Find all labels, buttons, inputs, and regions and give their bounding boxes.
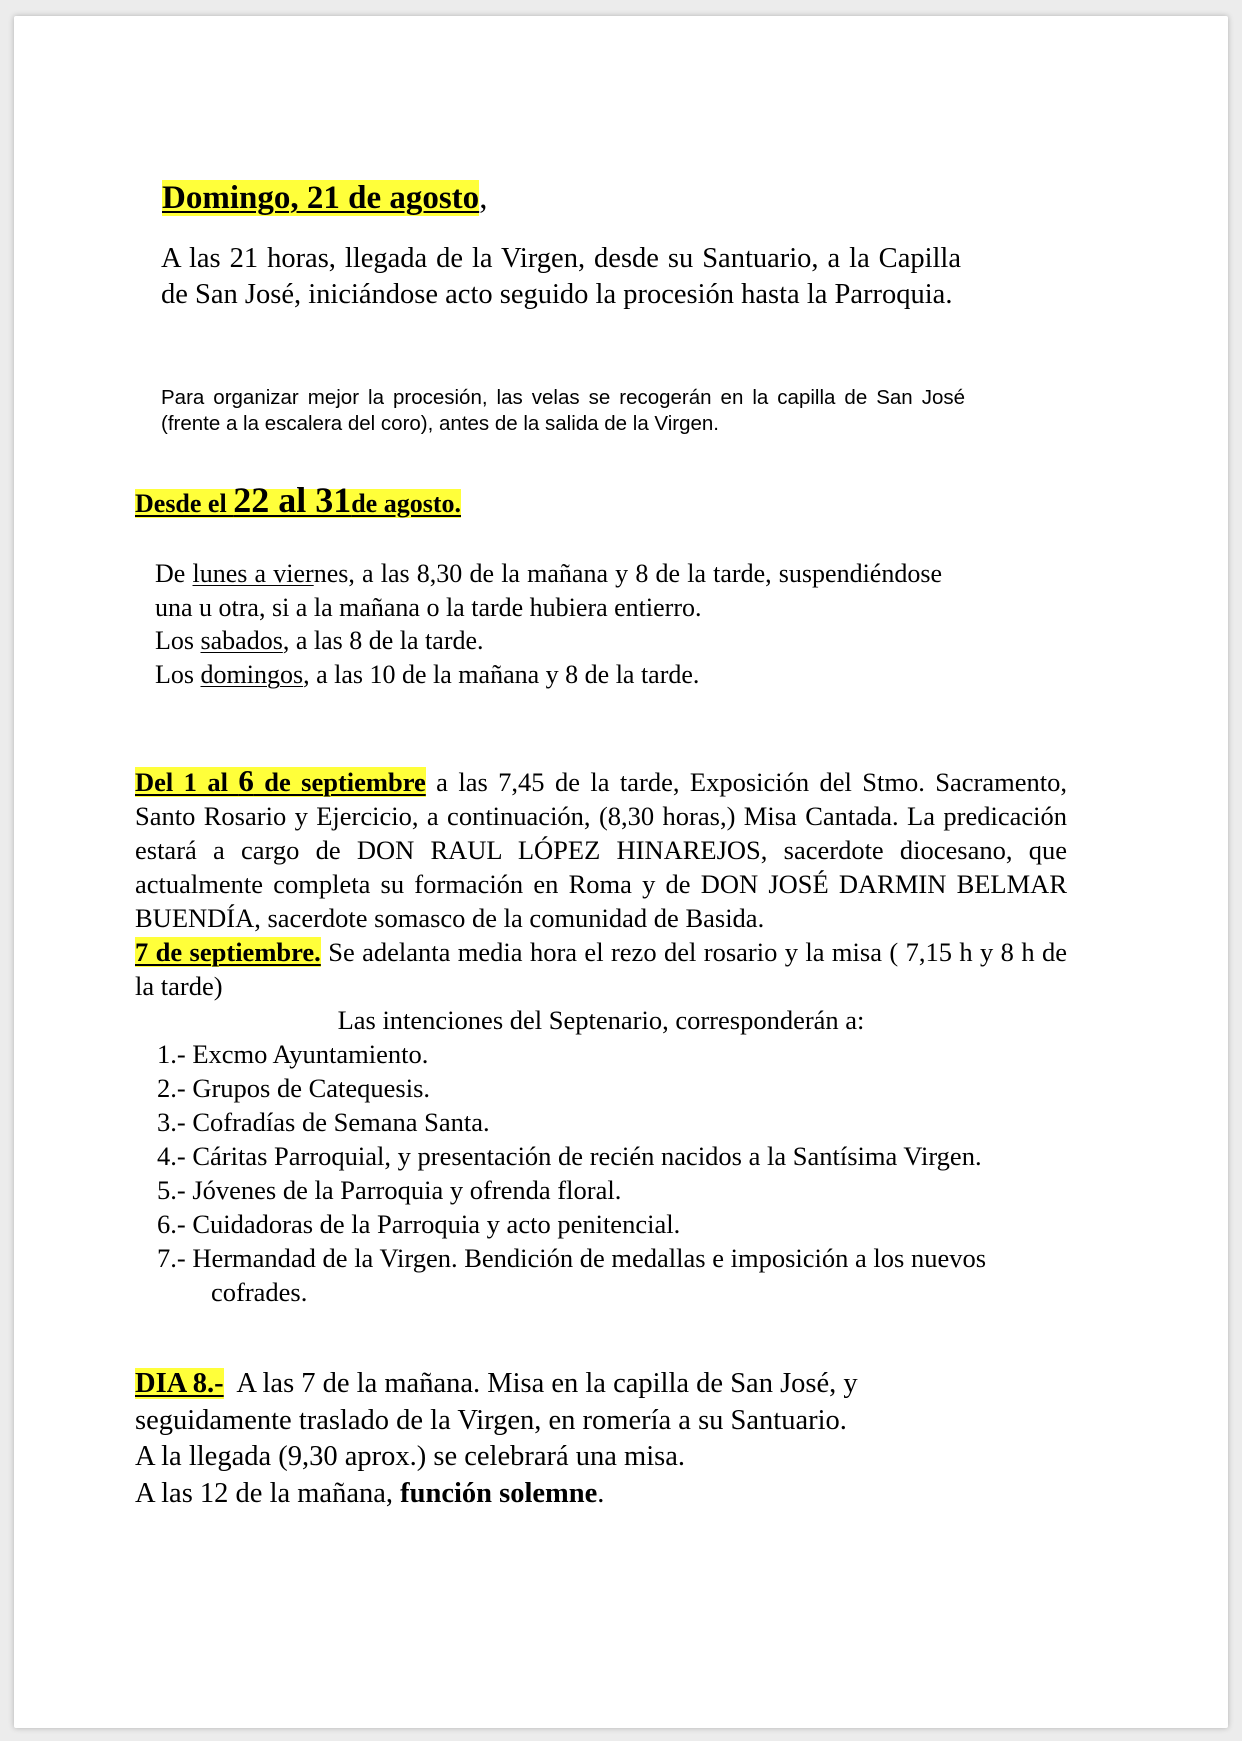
day7-paragraph (135, 935, 1067, 1003)
horario-lunes-viernes (155, 557, 942, 624)
list-item: 2.- Grupos de Catequesis. (157, 1073, 431, 1103)
horario-l2-b: , a las 8 de la tarde. (282, 626, 484, 655)
list-item: 5.- Jóvenes de la Parroquia y ofrenda floral. (157, 1175, 622, 1205)
note-velas: Para organizar mejor la procesión, las velas se recogerán en la capilla de San José (frente a la escalera del coro), antes de la salida de la Virgen. (161, 386, 965, 435)
list-item-continuation: cofrades. (211, 1277, 308, 1307)
dia8-l1-text: A las 7 de la mañana. Misa en la capilla de San José, y (223, 1368, 858, 1399)
septenario-paragraph (135, 764, 1067, 935)
horario-l3-underlined: domingos (200, 659, 304, 689)
horarios-block (155, 557, 942, 691)
intenciones-title: Las intenciones del Septenario, corresponderán a: (337, 1005, 865, 1035)
horario-l2-a: Los (155, 626, 201, 655)
paragraph-llegada: A las 21 horas, llegada de la Virgen, desde su Santuario, a la Capilla de San José, iniciándose acto seguido la procesión hasta la Parroquia. (161, 243, 961, 310)
list-item: 6.- Cuidadoras de la Parroquia y acto penitencial. (157, 1209, 681, 1239)
horario-sabados (155, 624, 942, 658)
day7-text: Se adelanta media hora el rezo del rosario y la misa ( 7,15 h y 8 h de la tarde) (135, 937, 1067, 1001)
document-page (14, 16, 1228, 1728)
horario-l2-underlined: sabados (200, 626, 283, 655)
septenario-text: a las 7,45 de la tarde, Exposición del Stmo. Sacramento, Santo Rosario y Ejercicio, a continuación, (8,30 horas,) Misa Cantada. La predicación estará a cargo de DON RAUL LÓPEZ HINAREJOS, sacerdote diocesano, que actualmente completa su formación en Roma y de DON JOSÉ DARMIN BELMAR BUENDÍA, sacerdote somasco de la comunidad de Basida. (135, 767, 1068, 933)
list-item: 7.- Hermandad de la Virgen. Bendición de medallas e imposición a los nuevos (157, 1243, 987, 1273)
dia8-line-1 (135, 1366, 1035, 1403)
dia8-line-3: A la llegada (9,30 aprox.) se celebrará una misa. (135, 1441, 685, 1472)
list-item: 1.- Excmo Ayuntamiento. (157, 1039, 429, 1069)
horario-l1-underlined: lunes a vier (192, 559, 314, 588)
intenciones-list (157, 1037, 1067, 1309)
horario-domingos (155, 658, 942, 692)
heading-domingo-text: Domingo, 21 de agosto (162, 180, 480, 216)
dia8-l4-bold: función solemne (400, 1477, 598, 1509)
heading-desde-c: de agosto. (351, 489, 461, 518)
septenario-section (135, 764, 1067, 1309)
horario-l1-a: De (155, 559, 193, 588)
list-item: 3.- Cofradías de Semana Santa. (157, 1107, 490, 1137)
septenario-label-big: 6 (238, 763, 254, 798)
septenario-label-a: Del 1 al (135, 767, 239, 797)
heading-desde-a: Desde el (135, 489, 234, 518)
dia8-l4-a: A las 12 de la mañana, (135, 1477, 401, 1509)
horario-l3-a: Los (155, 659, 201, 689)
day7-label: 7 de septiembre. (135, 937, 321, 967)
dia8-section (135, 1366, 1035, 1512)
horario-l3-b: , a las 10 de la mañana y 8 de la tarde. (303, 659, 700, 689)
heading-domingo-comma: , (479, 180, 488, 216)
dia8-label: DIA 8.- (135, 1368, 224, 1399)
dia8-line-2: seguidamente traslado de la Virgen, en romería a su Santuario. (135, 1404, 847, 1436)
heading-desde-b: 22 al 31 (233, 480, 352, 520)
septenario-label-b: de septiembre (253, 767, 426, 797)
heading-desde-highlight (135, 480, 461, 520)
list-item: 4.- Cáritas Parroquial, y presentación de recién nacidos a la Santísima Virgen. (157, 1141, 982, 1171)
dia8-l4-b: . (597, 1477, 605, 1509)
septenario-label (135, 763, 426, 798)
heading-desde (135, 476, 461, 528)
dia8-line-4 (135, 1476, 1035, 1513)
heading-domingo (162, 176, 487, 220)
horario-l1-b: nes, a las 8,30 de la mañana y 8 de la tarde, suspendiéndose una u otra, si a la mañana o la tarde hubiera entierro. (155, 559, 942, 622)
